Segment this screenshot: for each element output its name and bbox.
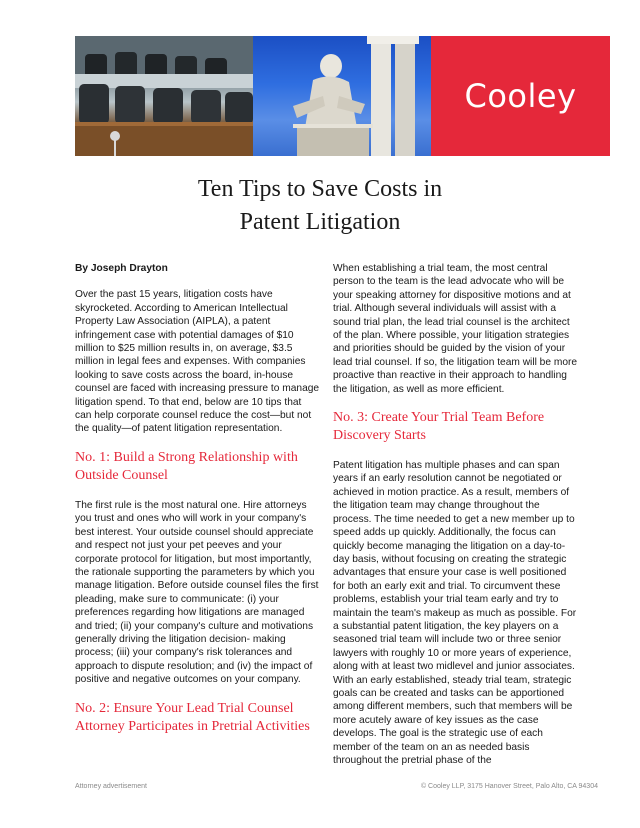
intro-paragraph: Over the past 15 years, litigation costs have skyrocketed. According to American Intellectual Property Law Association (AIPLA), a patent infringement case with potential damages of $10 million to $25 million results in, on average, $3.5 million in legal fees and expenses. With companies looking to save costs across the board, in-house counsel are faced with increasing pressure to manage litigation spend. To that end, below are 10 tips that can help corporate counsel reduce the cost—but not the quality—of patent litigation representation. — [75, 289, 320, 435]
footer-copyright: © Cooley LLP, 3175 Hanover Street, Palo Alto, CA 94304 — [420, 783, 598, 790]
tip-3-heading: No. 3: Create Your Trial Team Before Discovery Starts — [333, 410, 545, 444]
document-title-line-2: Patent Litigation — [239, 209, 401, 235]
tip-3-paragraph: Patent litigation has multiple phases and can span years if an early resolution cannot be negotiated or achieved in motion practice. As a result, members of the litigation team may change throughout the process. The time needed to get a new member up to speed adds up quickly. Additionally, the focus can quickly become managing the litigation on a day-to-day basis, without focusing on creating the strategic advantages that ensure your case is well positioned for both an early exit and trial. To circumvent these problems, establish your trial team early and try to maintain the team's makeup as much as possible. For a substantial patent litigation, the key players on a seasoned trial team will include two or three senior lawyers with roughly 10 or more years of experience, along with at least two midlevel and junior associates. With an early established, steady trial team, strategic goals can be created and tasks can be apportioned among different members, such that members will be more acutely aware of key issues as the case develops. The goal is the strategic use of each member of the team on an as needed basis throughout the pretrial phase of the — [333, 460, 577, 766]
tip-2-paragraph: When establishing a trial team, the most central person to the team is the lead advocate who will be your speaking attorney for dispositive motions and at trial. Although several individuals will assist with a sound trial plan, the lead trial counsel is the architect of the plan. Where possible, your litigation strategies and priorities should be guided by the vision of your lead trial counsel. If so, the litigation team will be more proactive than reactive in their approach to handling the litigation, as well as more efficient. — [333, 263, 578, 395]
header-banner — [75, 36, 610, 156]
tip-1-paragraph: The first rule is the most natural one. Hire attorneys you trust and ones who will work in your company's best interest. Your outside counsel should appreciate and respect not just your pet peeves and your corporate protocol for litigation, but most importantly, the rationale supporting the parameters by which you manage litigation. Before outside counsel files the first pleading, make sure to communicate: (i) your preferences regarding how litigations are managed and tried; (ii) your company's culture and motivations generally driving the litigation decision- making process; (iii) your company's risk tolerances and approach to dispute resolution; and (iv) the impact of positive and negative outcomes on your company. — [75, 499, 319, 686]
tip-2-heading: No. 2: Ensure Your Lead Trial Counsel Attorney Participates in Pretrial Activities — [75, 700, 310, 734]
cooley-logo: Cooley — [464, 77, 577, 115]
courtroom-seats-photo — [75, 36, 253, 156]
right-column — [333, 262, 578, 780]
footer-disclaimer: Attorney advertisement — [75, 783, 147, 790]
justice-statue-photo — [253, 36, 431, 156]
tip-1-heading: No. 1: Build a Strong Relationship with Outside Counsel — [75, 449, 298, 483]
byline: By Joseph Drayton — [75, 263, 168, 274]
document-title-line-1: Ten Tips to Save Costs in — [197, 176, 443, 202]
statue-illustration — [253, 36, 431, 156]
brand-panel — [431, 36, 610, 156]
courtroom-seats-illustration — [75, 36, 253, 156]
left-column — [75, 262, 320, 750]
